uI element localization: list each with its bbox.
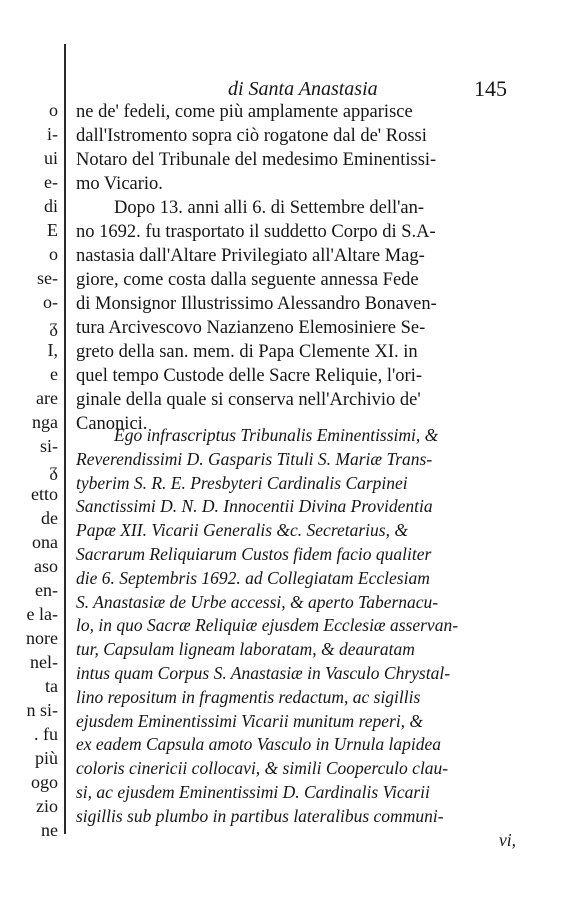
body-line: Canonici. [76, 414, 148, 434]
running-head: di Santa Anastasia [228, 78, 378, 100]
latin-line: coloris cinericii collocavi, & simili Cooperculo clau- [76, 758, 449, 779]
latin-line: tur, Capsulam ligneam laboratam, & deauratam [76, 639, 415, 660]
latin-line: Sanctissimi D. N. D. Innocentii Divina Providentia [76, 496, 433, 517]
facing-page-fragment: i- [47, 124, 58, 144]
facing-page-fragment: e- [44, 172, 58, 192]
body-line: quel tempo Custode delle Sacre Reliquie, l'ori- [76, 366, 423, 386]
facing-page-fragment: n si- [26, 700, 58, 720]
facing-page-fragment: di [43, 196, 58, 216]
facing-page-fragment: ᵹ [49, 316, 58, 336]
facing-page-fragment: nga [32, 412, 58, 432]
body-line: Dopo 13. anni alli 6. di Settembre dell'an- [114, 198, 425, 218]
latin-line: Sacrarum Reliquiarum Custos fidem facio qualiter [76, 543, 432, 564]
facing-page-fragment: ne [41, 820, 58, 840]
facing-page-fragment: e [50, 364, 58, 384]
facing-page-fragment: nel- [30, 652, 58, 672]
body-line: ne de' fedeli, come più amplamente apparisce [76, 102, 413, 122]
facing-page-fragment: en- [35, 580, 58, 600]
facing-page-fragment: ogo [31, 772, 58, 792]
latin-line: lino repositum in fragmentis redactum, ac sigillis [76, 686, 421, 707]
latin-line: S. Anastasiæ de Urbe accessi, & aperto Tabernacu- [76, 591, 439, 612]
facing-page-fragment: are [36, 388, 58, 408]
latin-line: sigillis sub plumbo in partibus lateralibus communi- [76, 805, 444, 826]
latin-line: si, ac ejusdem Eminentissimi D. Cardinalis Vicarii [76, 781, 430, 802]
facing-page-fragment: ona [32, 532, 58, 552]
latin-line: die 6. Septembris 1692. ad Collegiatam Ecclesiam [76, 567, 430, 588]
latin-line: Reverendissimi D. Gasparis Tituli S. Mariæ Trans- [76, 448, 433, 469]
facing-page-fragment: e la- [26, 604, 58, 624]
gutter-line [64, 44, 66, 834]
facing-page-fragment: ui [43, 148, 58, 168]
body-line: Notaro del Tribunale del medesimo Eminentissi- [76, 150, 437, 170]
facing-page-fragment: più [34, 748, 58, 768]
facing-page-fragment: ta [45, 676, 58, 696]
facing-page-fragment: de [41, 508, 58, 528]
facing-page-fragment: aso [34, 556, 58, 576]
facing-page-fragment: . fu [34, 724, 58, 744]
facing-page-fragment: o [49, 244, 58, 264]
latin-certificate-block [76, 424, 516, 852]
body-line: mo Vicario. [76, 174, 163, 194]
page-number: 145 [474, 76, 507, 101]
body-line: no 1692. fu trasportato il suddetto Corpo di S.A- [76, 222, 436, 242]
facing-page-fragment: se- [37, 268, 58, 288]
latin-line: ex eadem Capsula amoto Vasculo in Urnula lapidea [76, 734, 442, 755]
latin-line: vi, [498, 829, 516, 850]
body-line: nastasia dall'Altare Privilegiato all'Altare Mag- [76, 246, 425, 266]
latin-line: ejusdem Eminentissimi Vicarii munitum reperi, & [76, 710, 424, 731]
facing-page-fragment: si- [40, 436, 58, 456]
facing-page-fragment: ᵹ [49, 460, 58, 480]
body-line: greto della san. mem. di Papa Clemente XI. in [76, 342, 418, 362]
body-line: tura Arcivescovo Nazianzeno Elemosiniere Se- [76, 318, 426, 338]
facing-page-fragment: nore [26, 628, 58, 648]
latin-line: intus quam Corpus S. Anastasiæ in Vasculo Chrystal- [76, 662, 451, 683]
facing-page-fragment: E [47, 220, 58, 240]
italian-text-block [76, 100, 516, 436]
facing-page-fragment: o- [43, 292, 58, 312]
latin-line: lo, in quo Sacræ Reliquiæ ejusdem Ecclesiæ asservan- [76, 615, 459, 636]
latin-line: Papæ XII. Vicarii Generalis &c. Secretarius, & [76, 520, 408, 541]
facing-page-fragments [0, 98, 58, 842]
facing-page-fragment: zio [36, 796, 58, 816]
latin-line: Ego infrascriptus Tribunalis Eminentissimi, & [114, 425, 439, 445]
facing-page-fragment: o [49, 100, 58, 120]
latin-line: tyberim S. R. E. Presbyteri Cardinalis Carpinei [76, 472, 408, 493]
body-line: di Monsignor Illustrissimo Alessandro Bonaven- [76, 294, 437, 314]
body-line: ginale della quale si conserva nell'Archivio de' [76, 390, 421, 410]
facing-page-fragment: etto [31, 484, 58, 504]
facing-page-fragment: I, [47, 340, 58, 360]
body-line: dall'Istromento sopra ciò rogatone dal de' Rossi [76, 126, 427, 146]
body-line: giore, come costa dalla seguente annessa Fede [76, 270, 419, 290]
